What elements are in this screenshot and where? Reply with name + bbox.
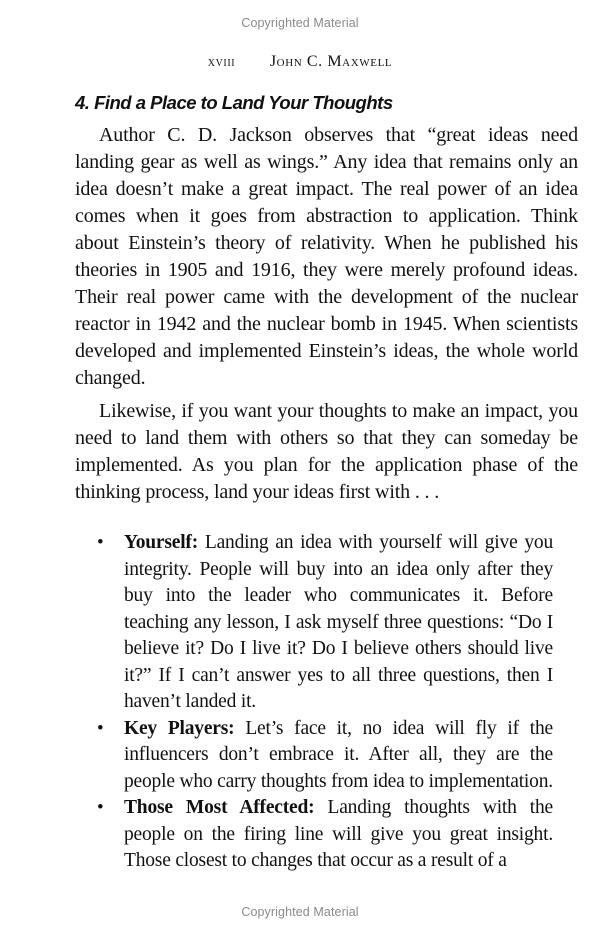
copyright-watermark-top: Copyrighted Material: [241, 16, 359, 30]
bullet-item: [75, 795, 553, 875]
bullet-item: [75, 530, 553, 716]
running-head: [0, 53, 600, 71]
bullet-text: Landing thoughts with the people on the firing line will give you great insight. Those closest to changes that occur as a result of a: [124, 797, 553, 871]
bullet-term: Key Players:: [124, 717, 235, 739]
bullet-icon: •: [97, 717, 104, 739]
bullet-term: Yourself:: [124, 532, 199, 553]
bullet-term: Those Most Affected:: [124, 797, 315, 818]
bullet-text: Let’s face it, no idea will fly if the influencers don’t embrace it. After all, they are the people who carry thoughts from idea to implementation.: [124, 717, 553, 792]
bullet-item: [75, 716, 553, 796]
page-number: xviii: [207, 55, 236, 70]
running-head-author: John C. Maxwell: [269, 53, 393, 70]
section-heading: 4. Find a Place to Land Your Thoughts: [75, 92, 393, 113]
page-body: [75, 90, 578, 875]
bullet-text: Landing an idea with yourself will give you integrity. People will buy into an idea only after they buy into the leader who communicates it. Before teaching any lesson, I ask myself three questions: “Do I believe it? Do I live it? Do I believe others should live it?” If I can’t answer yes to all three questions, then I haven’t landed it.: [124, 532, 553, 712]
bullet-icon: •: [97, 797, 104, 818]
bullet-list: [75, 530, 578, 875]
copyright-watermark-bottom: Copyrighted Material: [241, 905, 359, 919]
body-paragraph: Likewise, if you want your thoughts to make an impact, you need to land them with others so that they can someday be implemented. As you plan for the application phase of the thinking process, land your ideas first with . . .: [75, 400, 578, 503]
body-paragraph: Author C. D. Jackson observes that “great ideas need landing gear as well as wings.” Any idea that remains only an idea doesn’t make a great impact. The real power of an idea comes when it goes from abstraction to application. Think about Einstein’s theory of relativity. When he published his theories in 1905 and 1916, they were merely profound ideas. Their real power came with the development of the nuclear reactor in 1942 and the nuclear bomb in 1945. When scientists developed and implemented Einstein’s ideas, the whole world changed.: [75, 124, 578, 389]
bullet-icon: •: [97, 532, 104, 553]
